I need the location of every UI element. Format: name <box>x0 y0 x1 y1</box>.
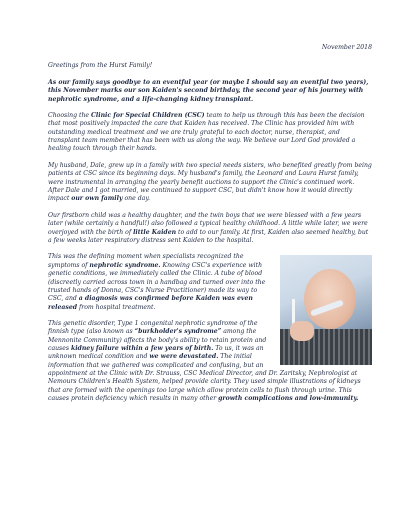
paragraph-text: team to help us through this has been the decision that most positively impacted the care that Kaiden has received. The Clinic has provided him with outstanding medical treatment and we are truly grateful to each doctor, nurse, therapist, and transplant team member that has been with us along the way. We believe our Lord God provided a healing touch through their hands. <box>48 112 365 153</box>
paragraph-text: As our family says goodbye to an eventful year (or maybe I should say an eventful two years), this November marks our son Kaiden's second birthday, the second year of his journey with <box>48 78 369 95</box>
paragraph-csc-choice <box>48 112 372 154</box>
greeting: Greetings from the Hurst Family! <box>48 62 153 70</box>
emphasis-text: Clinic for Special Children (CSC) <box>91 112 205 120</box>
emphasis-text: nephrotic syndrome. <box>89 261 161 269</box>
paragraph-intro <box>48 79 372 104</box>
emphasis-text: “burkholder's syndrome” <box>134 328 222 336</box>
emphasis-text: little Kaiden <box>133 228 177 236</box>
emphasis-text: kidney failure within a few years of birth. <box>70 345 214 353</box>
baby-face <box>304 269 356 329</box>
emphasis-text: our own family <box>71 195 123 203</box>
baby-hand <box>290 321 314 341</box>
paragraph-text: This was the defining moment when specialists recognized the symptoms of <box>48 253 244 269</box>
paragraph-text: Choosing the <box>48 112 92 120</box>
paragraph-text: Knowing CSC's experience with genetic conditions, we immediately called the Clinic. A tube of blood (discreetly carried across town in a handbag and turned over into the trusted hands of Donna, CSC's Nurse Practitioner) made its way to CSC, and <box>48 261 266 303</box>
paragraph-text: among the Mennonite Community) affects the body's ability to retain protein and causes <box>48 328 267 353</box>
paragraph-text: Our firstborn child was a healthy daughter, and the twin boys that we were blessed with a few years later (while certainly a handful!) also followed a typical healthy childhood. A little while later, we were overjoyed with the birth of <box>48 211 368 236</box>
paragraph-text: To us, it was an unknown medical condition and <box>48 345 264 361</box>
letter-date: November 2018 <box>321 44 372 51</box>
paragraph-text: The initial information that we gathered was complicated and confusing, but an appointment at the Clinic with Dr. Strauss, CSC Medical Director, and Dr. Zaritsky, Nephrologist at Nemours Children's Health System, helped provide clarity. They used simple illustrations of kidneys that are formed with the openings too large which allow protein cells to flush through urine. This causes protein deficiency which results in many other <box>48 353 361 403</box>
paragraph-text: to add to our family. At first, Kaiden also seemed healthy, but a few weeks later respiratory distress sent Kaiden to the hospital. <box>48 228 369 244</box>
emphasis-text: a diagnosis was confirmed before Kaiden was even released <box>48 295 253 311</box>
paragraph-children <box>48 212 372 245</box>
paragraph-text: one day. <box>122 195 150 203</box>
paragraph-family-history <box>48 162 372 204</box>
paragraph-text: from hospital treatment. <box>77 303 156 311</box>
paragraph-text: My husband, Dale, grew up in a family with two special needs sisters, who benefited greatly from being patients at CSC since its beginning days. My husband's family, the Leonard and Laura Hurst family, were instrumental in arranging the yearly benefit auctions to support the Clinic's continued work. After Dale and I got married, we continued to support CSC, but didn't know how it would directly impact <box>48 162 372 203</box>
baby-photo <box>280 255 372 365</box>
emphasis-text: nephrotic syndrome, and a life-changing kidney transplant. <box>48 95 254 103</box>
paragraph-text: This genetic disorder, Type 1 congenital nephrotic syndrome of the finnish type (also known as <box>48 320 258 336</box>
emphasis-text: growth complications and low-immunity. <box>218 395 359 403</box>
emphasis-text: we were devastated. <box>149 353 219 361</box>
